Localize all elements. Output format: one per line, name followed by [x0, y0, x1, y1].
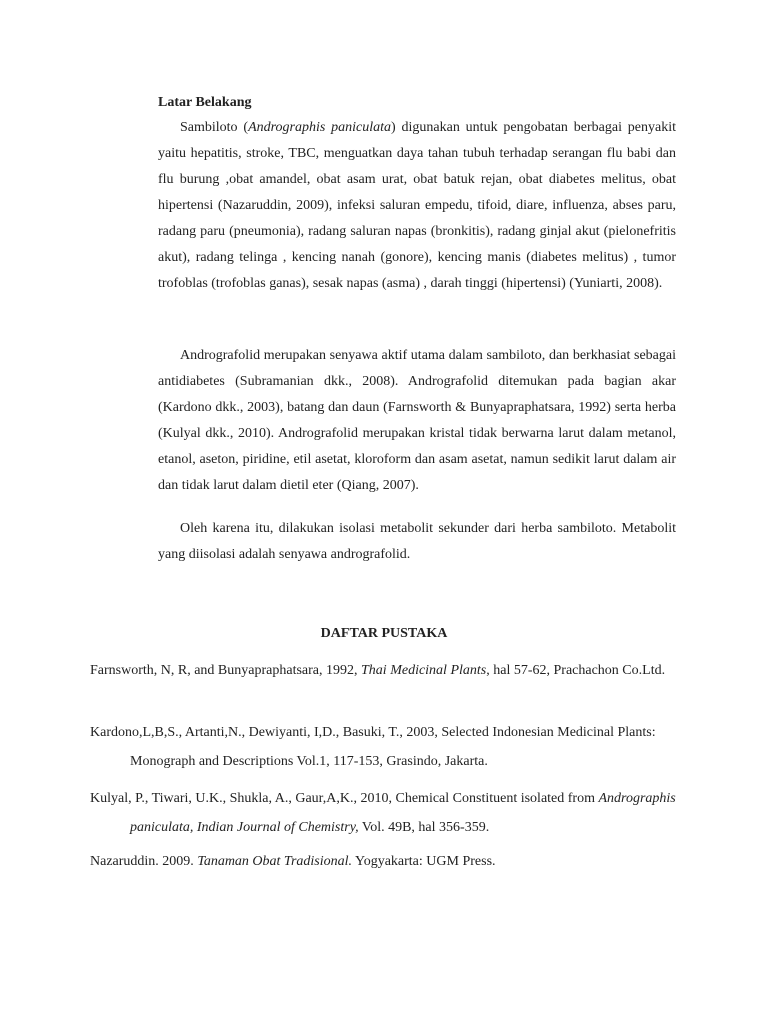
paragraph-1-rest: ) digunakan untuk pengobatan berbagai penyakit yaitu hepatitis, stroke, TBC, menguatkan daya tahan tubuh terhadap serangan flu babi dan flu burung ,obat amandel, obat asam urat, obat batuk rejan, obat diabetes melitus, obat hipertensi (Nazaruddin, 2009), infeksi saluran empedu, tifoid, diare, influenza, abses paru, radang paru (pneumonia), radang saluran napas (bronkitis), radang ginjal akut (pielonefritis akut), radang telinga , kencing nanah (gonore), kencing manis (diabetes melitus) , tumor trofoblas (trofoblas ganas), sesak napas (asma) , darah tinggi (hipertensi) (Yuniarti, 2008). [158, 120, 676, 291]
species-name: Andrographis paniculata [248, 120, 392, 135]
references-title: DAFTAR PUSTAKA [320, 626, 448, 641]
reference-item: Kulyal, P., Tiwari, U.K., Shukla, A., Gaur,A,K., 2010, Chemical Constituent isolated from Andrographis paniculata, Indian Journal of Chemistry, Vol. 49B, hal 356-359. [90, 791, 676, 835]
paragraph-2: Andrografolid merupakan senyawa aktif utama dalam sambiloto, dan berkhasiat sebagai antidiabetes (Subramanian dkk., 2008). Andrografolid ditemukan pada bagian akar (Kardono dkk., 2003), batang dan daun (Farnsworth & Bunyapraphatsara, 1992) serta herba (Kulyal dkk., 2010). Andrografolid merupakan kristal tidak berwarna larut dalam metanol, etanol, aseton, piridine, etil asetat, kloroform dan asam asetat, namun sedikit larut dalam air dan tidak larut dalam dietil eter (Qiang, 2007). [158, 348, 676, 493]
paragraph-1-start: Sambiloto ( [180, 120, 249, 135]
reference-item: Kardono,L,B,S., Artanti,N., Dewiyanti, I,D., Basuki, T., 2003, Selected Indonesian Medicinal Plants: Monograph and Descriptions Vol.1, 117-153, Grasindo, Jakarta. [90, 725, 656, 769]
paragraph-1 [158, 115, 676, 297]
section-heading: Latar Belakang [158, 95, 252, 110]
paragraph-3: Oleh karena itu, dilakukan isolasi metabolit sekunder dari herba sambiloto. Metabolit yang diisolasi adalah senyawa andrografolid. [158, 521, 676, 562]
reference-item: Farnsworth, N, R, and Bunyapraphatsara, 1992, Thai Medicinal Plants, hal 57-62, Prachachon Co.Ltd. [90, 663, 666, 678]
reference-item: Nazaruddin. 2009. Tanaman Obat Tradisional. Yogyakarta: UGM Press. [90, 854, 496, 869]
background-section [158, 93, 676, 113]
